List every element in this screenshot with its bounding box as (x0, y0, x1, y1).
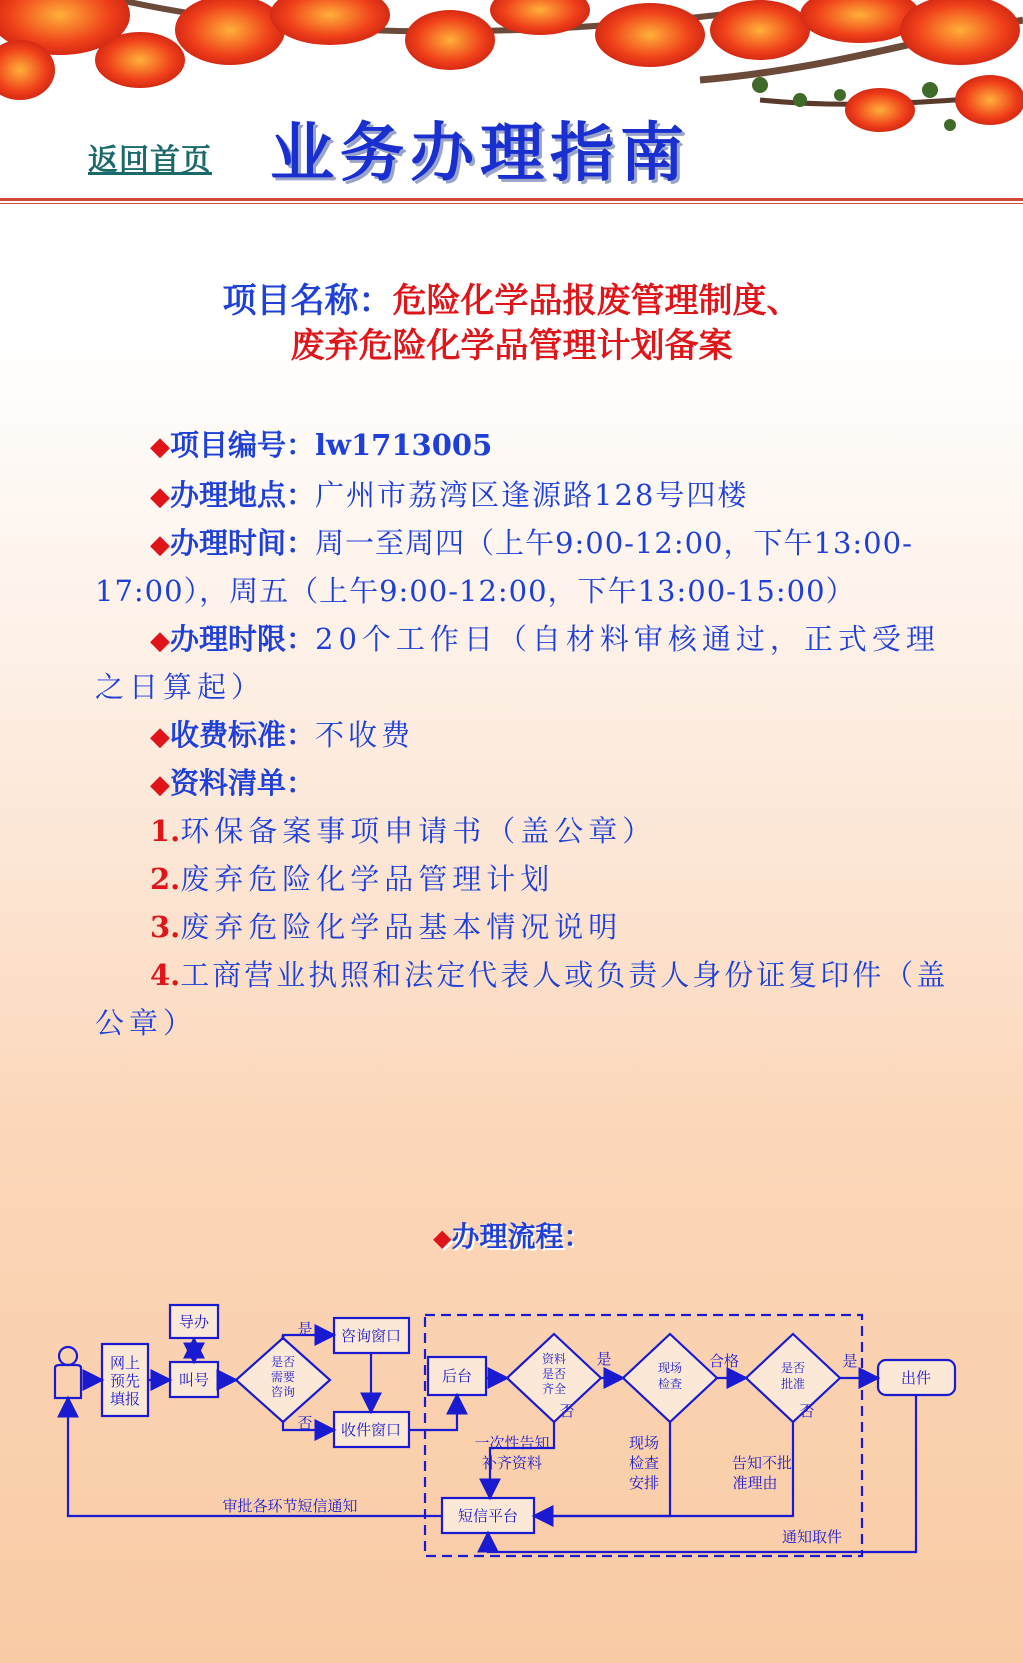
node-label: 齐全 (541, 1382, 567, 1396)
home-link[interactable]: 返回首页 (88, 143, 212, 178)
flow-title: ◆办理流程： (433, 1220, 592, 1253)
edge-label: 告知不批 (731, 1454, 793, 1472)
project-name-cont: 废弃危险化学品管理计划备案 (290, 326, 733, 366)
process-flowchart (0, 1250, 1023, 1570)
node-label: 网上 (109, 1354, 141, 1372)
edge-label: 合格 (708, 1352, 740, 1370)
node-label: 导办 (178, 1313, 210, 1331)
node-label: 批准 (780, 1377, 806, 1391)
time-row: ◆办理时间：周一至周四（上午9:00-12:00，下午13:00- (150, 526, 913, 560)
node-label: 是否 (780, 1361, 806, 1375)
bullet-icon: ◆ (150, 432, 170, 462)
edge-label: 是 (842, 1352, 858, 1370)
limit-row-cont: 之日算起） (95, 670, 266, 704)
node-label: 咨询 (270, 1385, 296, 1399)
limit-row: ◆办理时限：20个工作日（自材料审核通过，正式受理 (150, 622, 940, 656)
edge-label: 是 (596, 1350, 612, 1368)
edge-label: 检查 (628, 1454, 660, 1472)
node-label: 预先 (109, 1372, 141, 1390)
bullet-icon: ◆ (150, 482, 170, 512)
place-row: ◆办理地点：广州市荔湾区逢源路128号四楼 (150, 478, 749, 512)
header-divider-thin (0, 203, 1023, 204)
doc-item: 1.环保备案事项申请书（盖公章） (150, 814, 657, 848)
node-label: 是否 (270, 1355, 296, 1369)
doc-item: 3.废弃危险化学品基本情况说明 (150, 910, 623, 944)
edge-label: 现场 (628, 1434, 660, 1452)
node-label: 需要 (270, 1370, 296, 1384)
bullet-icon: ◆ (150, 530, 170, 560)
node-label: 出件 (900, 1369, 932, 1387)
bullet-icon: ◆ (433, 1224, 452, 1252)
header-divider (0, 198, 1023, 201)
code-row: ◆项目编号：lw1713005 (150, 428, 493, 462)
edge-label: 准理由 (732, 1474, 778, 1492)
bullet-icon: ◆ (150, 770, 170, 800)
edge-label: 补齐资料 (481, 1454, 543, 1472)
doc-item: 2.废弃危险化学品管理计划 (150, 862, 555, 896)
edge-label: 否 (799, 1402, 815, 1420)
edge-label: 否 (297, 1414, 313, 1432)
node-label: 短信平台 (457, 1507, 519, 1525)
bullet-icon: ◆ (150, 626, 170, 656)
project-name-line1 (0, 273, 1023, 322)
node-label: 收件窗口 (340, 1421, 402, 1439)
doc-item: 4.工商营业执照和法定代表人或负责人身份证复印件（盖 (150, 958, 949, 992)
project-name-line2 (0, 318, 1023, 367)
node-label: 资料 (541, 1352, 567, 1366)
edge-label: 是 (297, 1320, 313, 1338)
edge-label: 一次性告知 (474, 1434, 550, 1452)
time-row-cont: 17:00），周五（上午9:00-12:00，下午13:00-15:00） (95, 574, 856, 608)
person-body (55, 1365, 81, 1398)
page-title: 业务办理指南 (270, 117, 690, 191)
node-label: 咨询窗口 (340, 1327, 402, 1345)
edge-label: 否 (559, 1402, 575, 1420)
fee-row: ◆收费标准：不收费 (150, 718, 415, 752)
node-label: 填报 (109, 1390, 141, 1408)
node-label: 检查 (657, 1377, 683, 1391)
project-name: 危险化学品报废管理制度、 (392, 281, 801, 321)
doc-item-cont: 公章） (95, 1006, 198, 1040)
node-label: 现场 (657, 1361, 683, 1375)
node-label: 叫号 (178, 1371, 210, 1389)
node-label: 是否 (541, 1367, 567, 1381)
node-label: 后台 (441, 1367, 473, 1385)
edge-label: 安排 (628, 1474, 660, 1492)
project-label: 项目名称： (222, 281, 393, 321)
edge-label: 审批各环节短信通知 (222, 1497, 358, 1515)
header-banner (0, 0, 1023, 205)
edge-label: 通知取件 (781, 1528, 843, 1546)
bullet-icon: ◆ (150, 722, 170, 752)
docs-row: ◆资料清单： (150, 766, 316, 800)
person-icon (59, 1347, 77, 1365)
